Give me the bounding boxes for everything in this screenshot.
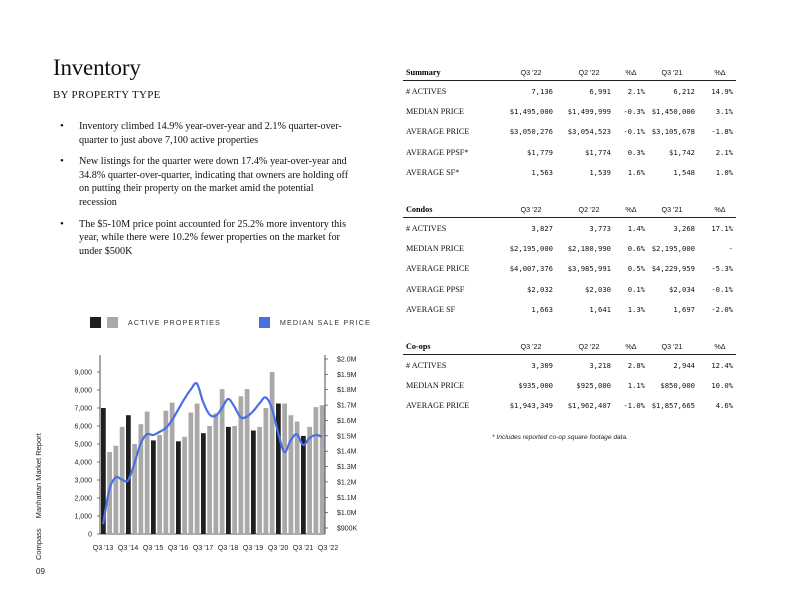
table-row	[403, 238, 736, 258]
bar	[232, 426, 237, 534]
table-cell: 1,697	[673, 304, 695, 314]
x-tick-label: Q3 '14	[117, 545, 139, 552]
table-row	[403, 81, 736, 101]
table-cell: 3.1%	[715, 106, 733, 116]
bar	[257, 427, 262, 534]
y-right-tick-label: $2.0M	[337, 356, 357, 364]
table-cell: 2.8%	[627, 360, 645, 370]
y-right-tick-label: $900K	[337, 525, 358, 533]
table-cell: $2,195,000	[509, 243, 553, 253]
table-cell: 14.9%	[711, 86, 733, 96]
y-right-tick-label: $1.4M	[337, 448, 357, 456]
sidebar-report: Manhattan Market Report	[34, 433, 43, 519]
column-header: Q2 '22	[578, 67, 600, 77]
y-right-tick-label: $1.9M	[337, 371, 357, 379]
y-right-tick-label: $1.0M	[337, 510, 357, 518]
x-tick-label: Q3 '22	[317, 545, 339, 552]
table-cell: 3,309	[531, 360, 553, 370]
bar	[214, 413, 219, 534]
y-left-tick-label: 4,000	[74, 459, 92, 467]
column-header: Q3 '22	[520, 204, 542, 214]
row-label: # ACTIVES	[406, 360, 447, 370]
table-cell: 1,539	[589, 167, 611, 177]
table-cell: -1.8%	[711, 127, 733, 137]
table-header	[403, 64, 736, 81]
table-cell: $3,050,276	[509, 127, 553, 137]
page-number: 09	[36, 567, 45, 576]
table-cell: $1,495,000	[509, 106, 553, 116]
column-header: %Δ	[714, 67, 726, 77]
table-cell: 1,548	[673, 167, 695, 177]
table-row	[403, 279, 736, 299]
table-cell: 6,991	[589, 86, 611, 96]
y-right-tick-label: $1.1M	[337, 494, 357, 502]
table-cell: $4,007,376	[509, 264, 553, 274]
table-row	[403, 218, 736, 238]
table-cell: 0.6%	[627, 243, 645, 253]
row-label: MEDIAN PRICE	[406, 380, 464, 390]
table-cell: 2,944	[673, 360, 695, 370]
table-row	[403, 101, 736, 121]
table-cell: 2.1%	[715, 147, 733, 157]
condos-table	[403, 201, 736, 319]
y-left-tick-label: 0	[88, 531, 92, 539]
bar	[251, 431, 256, 535]
row-label: AVERAGE PPSF*	[406, 147, 469, 157]
table-cell: $2,034	[669, 284, 695, 294]
table-row	[403, 396, 736, 416]
x-tick-label: Q3 '21	[292, 545, 314, 552]
y-right-tick-label: $1.5M	[337, 433, 357, 441]
x-tick-label: Q3 '17	[192, 545, 214, 552]
table-row	[403, 142, 736, 162]
table-cell: 1,641	[589, 304, 611, 314]
row-label: AVERAGE SF*	[406, 167, 460, 177]
row-label: MEDIAN PRICE	[406, 243, 464, 253]
y-left-tick-label: 5,000	[74, 441, 92, 449]
row-label: AVERAGE PPSF	[406, 284, 465, 294]
bar	[226, 427, 231, 534]
table-header	[403, 201, 736, 218]
table-row	[403, 299, 736, 319]
table-cell: 6,212	[673, 86, 695, 96]
table-cell: $3,054,523	[567, 127, 611, 137]
table-cell: $1,943,349	[509, 401, 553, 411]
table-cell: 3,827	[531, 223, 553, 233]
y-right-tick-label: $1.8M	[337, 387, 357, 395]
table-row	[403, 355, 736, 375]
bar	[245, 389, 250, 534]
x-tick-label: Q3 '19	[242, 545, 264, 552]
table-row	[403, 375, 736, 395]
legend-light-swatch	[107, 317, 118, 328]
table-cell: 3,268	[673, 223, 695, 233]
table-row	[403, 259, 736, 279]
y-right-tick-label: $1.6M	[337, 417, 357, 425]
x-tick-label: Q3 '13	[92, 545, 114, 552]
bar	[264, 408, 269, 534]
table-cell: $2,180,990	[567, 243, 611, 253]
sidebar-caption	[34, 433, 43, 560]
y-right-tick-label: $1.3M	[337, 464, 357, 472]
column-header: Q2 '22	[578, 204, 600, 214]
row-label: MEDIAN PRICE	[406, 106, 464, 116]
x-tick-label: Q3 '16	[167, 545, 189, 552]
column-header: Q3 '22	[520, 341, 542, 351]
x-tick-label: Q3 '15	[142, 545, 164, 552]
bar	[282, 404, 287, 535]
table-cell: $3,105,678	[651, 127, 695, 137]
table-cell: 7,136	[531, 86, 553, 96]
table-cell: 1,663	[531, 304, 553, 314]
y-left-tick-label: 8,000	[74, 387, 92, 395]
bar	[176, 441, 181, 534]
table-cell: $2,195,000	[651, 243, 695, 253]
row-label: AVERAGE PRICE	[406, 264, 470, 274]
bullet-item: • Inventory climbed 14.9% year-over-year and 2.1% quarter-over-quarter to just above 7,100 active properties	[60, 120, 352, 147]
table-cell: 1.6%	[627, 167, 645, 177]
table-cell: $1,962,407	[567, 401, 611, 411]
y-right-tick-label: $1.2M	[337, 479, 357, 487]
row-label: # ACTIVES	[406, 223, 447, 233]
table-cell: $925,000	[576, 380, 611, 390]
bar	[182, 437, 187, 534]
table-cell: 1.0%	[715, 167, 733, 177]
row-label: AVERAGE PRICE	[406, 127, 470, 137]
table-title: Co-ops	[406, 341, 431, 351]
table-cell: $2,030	[585, 284, 611, 294]
summary-table	[403, 64, 736, 182]
column-header: Q2 '22	[578, 341, 600, 351]
page-subtitle: BY PROPERTY TYPE	[53, 89, 161, 101]
table-cell: $935,000	[518, 380, 553, 390]
coops-table	[403, 338, 736, 416]
table-cell: -1.0%	[623, 401, 645, 411]
bar	[189, 413, 194, 535]
table-cell: 0.1%	[627, 284, 645, 294]
bullet-item: • New listings for the quarter were down 17.4% year-over-year and 34.8% quarter-over-quarter, indicating that owners are holding off on putting their property on the market amid the potential recession	[60, 155, 352, 209]
table-cell: 10.0%	[711, 380, 733, 390]
y-left-tick-label: 2,000	[74, 495, 92, 503]
table-cell: 4.6%	[715, 401, 733, 411]
column-header: Q3 '22	[520, 67, 542, 77]
y-left-tick-label: 3,000	[74, 477, 92, 485]
table-row	[403, 122, 736, 142]
bar	[201, 433, 206, 534]
legend-active-label: ACTIVE PROPERTIES	[128, 318, 221, 327]
table-row	[403, 162, 736, 182]
table-cell: 17.1%	[711, 223, 733, 233]
table-cell: -	[728, 243, 733, 253]
table-cell: -0.3%	[623, 106, 645, 116]
table-cell: -0.1%	[623, 127, 645, 137]
table-cell: $1,857,665	[651, 401, 695, 411]
table-cell: $3,985,991	[567, 264, 611, 274]
legend-line-swatch	[259, 317, 270, 328]
table-cell: -0.1%	[711, 284, 733, 294]
table-cell: 1.3%	[627, 304, 645, 314]
column-header: %Δ	[625, 341, 637, 351]
column-header: %Δ	[714, 341, 726, 351]
y-left-tick-label: 9,000	[74, 369, 92, 377]
table-cell: 3,773	[589, 223, 611, 233]
bar	[151, 440, 156, 534]
bar	[145, 412, 150, 534]
table-cell: $1,742	[669, 147, 695, 157]
column-header: Q3 '21	[661, 67, 683, 77]
row-label: AVERAGE SF	[406, 304, 456, 314]
bar	[157, 435, 162, 534]
y-left-tick-label: 6,000	[74, 423, 92, 431]
bar	[207, 426, 212, 534]
bar	[307, 427, 312, 534]
table-header	[403, 338, 736, 355]
y-left-tick-label: 7,000	[74, 405, 92, 413]
column-header: Q3 '21	[661, 204, 683, 214]
column-header: Q3 '21	[661, 341, 683, 351]
chart-legend	[90, 316, 371, 329]
column-header: %Δ	[714, 204, 726, 214]
column-header: %Δ	[625, 67, 637, 77]
footnote: * Includes reported co-op square footage data.	[492, 434, 628, 441]
table-cell: -5.3%	[711, 264, 733, 274]
table-cell: -2.0%	[711, 304, 733, 314]
x-tick-label: Q3 '20	[267, 545, 289, 552]
bar	[289, 415, 294, 534]
table-cell: 12.4%	[711, 360, 733, 370]
bar	[320, 405, 325, 534]
x-tick-label: Q3 '18	[217, 545, 239, 552]
bar	[314, 407, 319, 534]
legend-dark-swatch	[90, 317, 101, 328]
bar	[114, 446, 119, 534]
legend-median-label: MEDIAN SALE PRICE	[279, 318, 371, 327]
table-cell: $1,450,000	[651, 106, 695, 116]
table-cell: 0.3%	[627, 147, 645, 157]
table-title: Condos	[406, 204, 433, 214]
bar	[301, 436, 306, 534]
page-title: Inventory	[53, 55, 141, 80]
table-cell: 0.5%	[627, 264, 645, 274]
summary-bullets	[60, 120, 352, 266]
table-cell: 1,563	[531, 167, 553, 177]
table-cell: $1,774	[585, 147, 611, 157]
table-cell: $850,000	[660, 380, 695, 390]
bar	[195, 404, 200, 535]
row-label: # ACTIVES	[406, 86, 447, 96]
table-cell: $4,229,959	[651, 264, 695, 274]
bar	[270, 372, 275, 534]
table-cell: 2.1%	[627, 86, 645, 96]
table-cell: $2,032	[527, 284, 553, 294]
y-right-tick-label: $1.7M	[337, 402, 357, 410]
row-label: AVERAGE PRICE	[406, 401, 470, 411]
sidebar-brand: Compass	[34, 528, 43, 560]
bullet-item: • The $5-10M price point accounted for 25.2% more inventory this year, while there were 10.2% fewer properties on the market for under $500K	[60, 218, 352, 259]
table-cell: 3,218	[589, 360, 611, 370]
table-cell: $1,499,999	[567, 106, 611, 116]
table-title: Summary	[406, 67, 441, 77]
table-cell: 1.4%	[627, 223, 645, 233]
column-header: %Δ	[625, 204, 637, 214]
table-cell: 1.1%	[627, 380, 645, 390]
inventory-chart	[40, 345, 380, 557]
table-cell: $1,779	[527, 147, 553, 157]
y-left-tick-label: 1,000	[74, 513, 92, 521]
